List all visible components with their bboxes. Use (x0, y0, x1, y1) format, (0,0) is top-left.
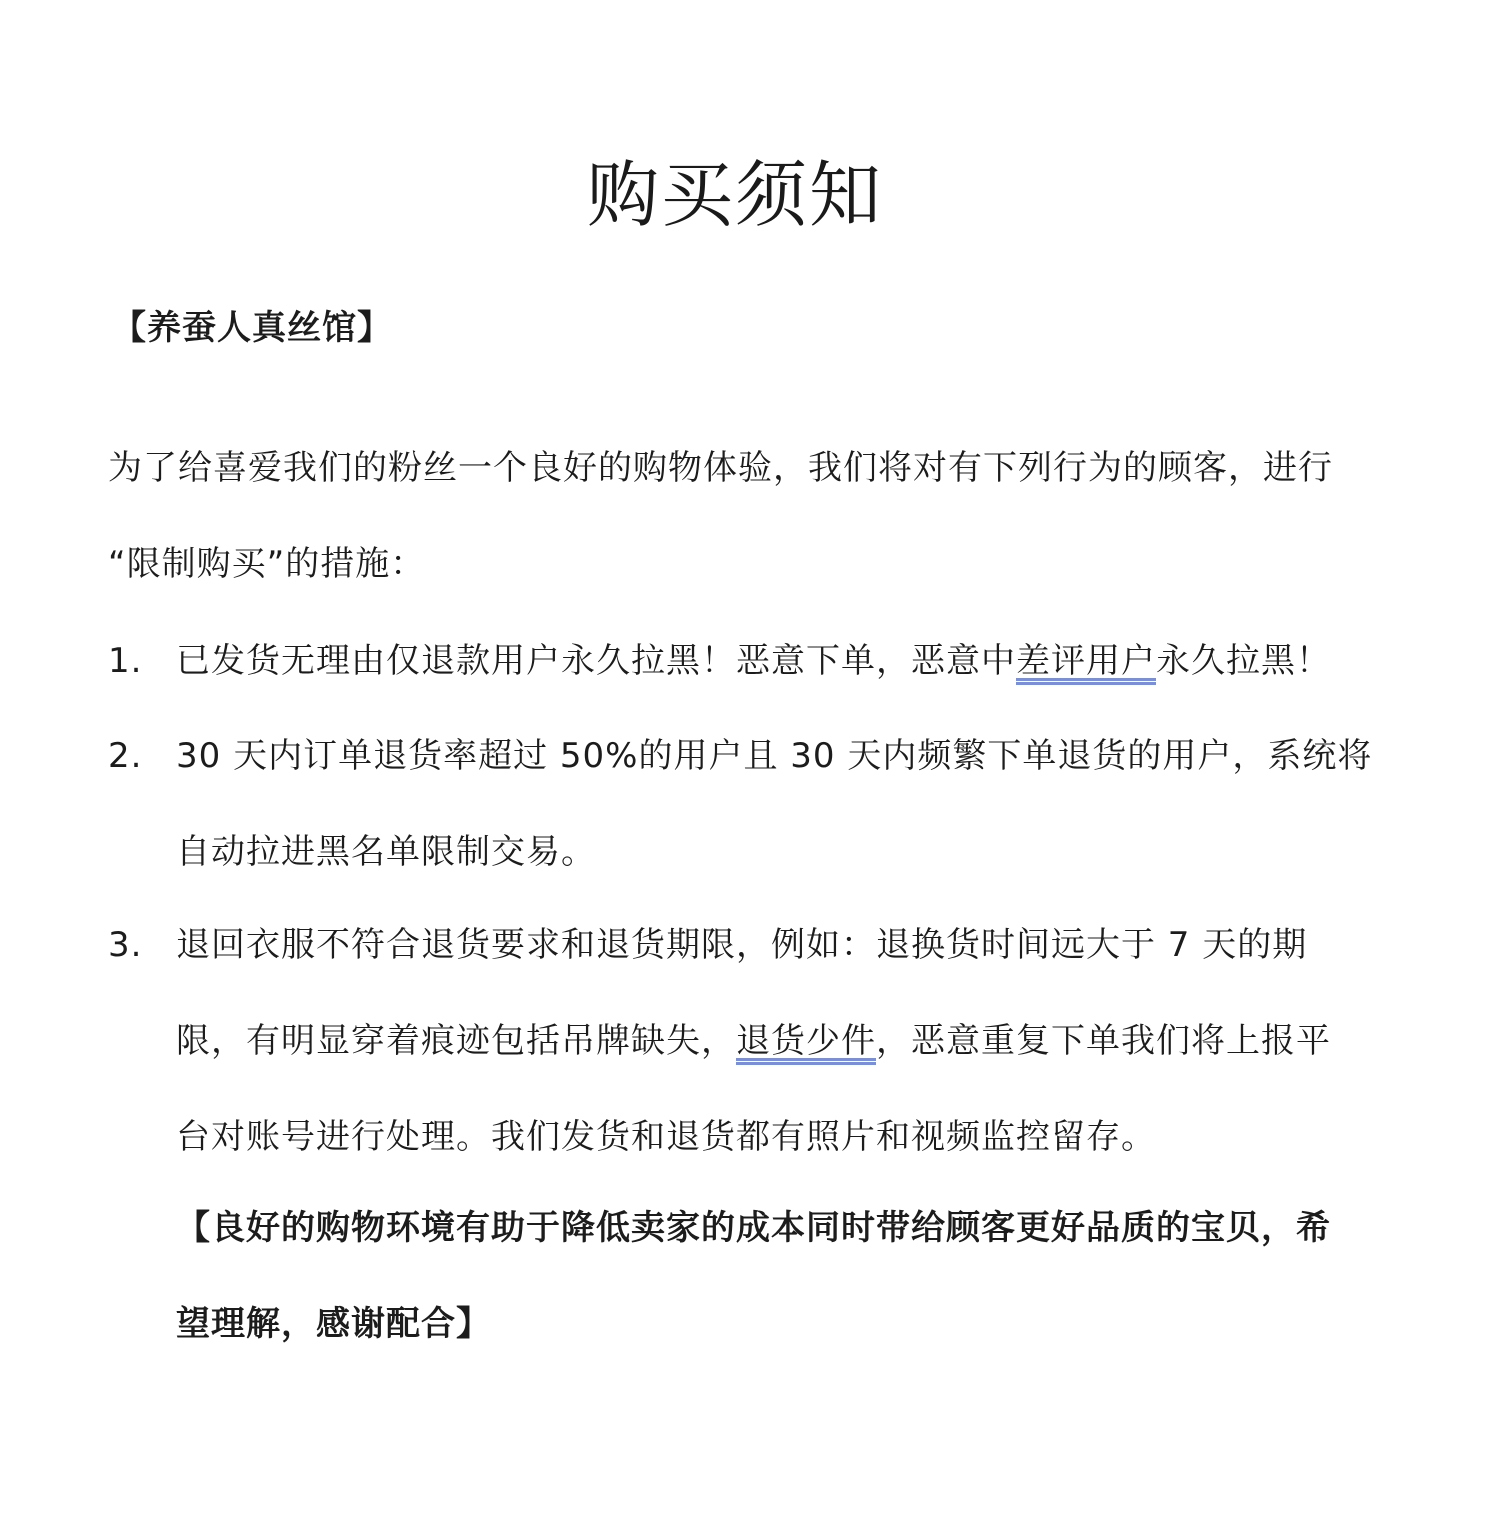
closing-line: 【良好的购物环境有助于降低卖家的成本同时带给顾客更好品质的宝贝，希 (176, 1208, 1331, 1248)
rule-text-part: 已发货无理由仅退款用户永久拉黑！恶意下单，恶意中 (176, 641, 1016, 681)
rule-text-part: 限，有明显穿着痕迹包括吊牌缺失， (176, 1021, 736, 1061)
intro-line: “限制购买”的措施： (108, 544, 426, 584)
rule-line: 退回衣服不符合退货要求和退货期限，例如：退换货时间远大于 7 天的期 (176, 925, 1308, 965)
rule-item-3 (108, 897, 1378, 1185)
underlined-phrase: 退货少件 (736, 1021, 876, 1061)
closing-note (176, 1180, 1376, 1372)
rule-text (176, 897, 1378, 1185)
rule-line: 自动拉进黑名单限制交易。 (176, 832, 596, 872)
rule-text-part: ，恶意重复下单我们将上报平 (876, 1021, 1331, 1061)
rule-text (176, 613, 1378, 709)
rule-line: 30 天内订单退货率超过 50%的用户且 30 天内频繁下单退货的用户，系统将 (176, 736, 1373, 776)
underlined-phrase: 差评用户 (1016, 641, 1156, 681)
closing-line: 望理解，感谢配合】 (176, 1304, 491, 1344)
rule-item-1 (108, 613, 1378, 709)
page-title: 购买须知 (586, 153, 883, 237)
shop-name: 【养蚕人真丝馆】 (112, 308, 392, 348)
rule-text-part: 永久拉黑！ (1156, 641, 1331, 681)
rule-number: 2. (108, 736, 143, 776)
rule-number: 3. (108, 925, 143, 965)
rule-text (176, 708, 1378, 900)
rule-number: 1. (108, 641, 143, 681)
intro-paragraph (108, 420, 1378, 612)
rule-item-2 (108, 708, 1378, 900)
rule-line: 台对账号进行处理。我们发货和退货都有照片和视频监控留存。 (176, 1117, 1156, 1157)
intro-line: 为了给喜爱我们的粉丝一个良好的购物体验，我们将对有下列行为的顾客，进行 (108, 448, 1333, 488)
